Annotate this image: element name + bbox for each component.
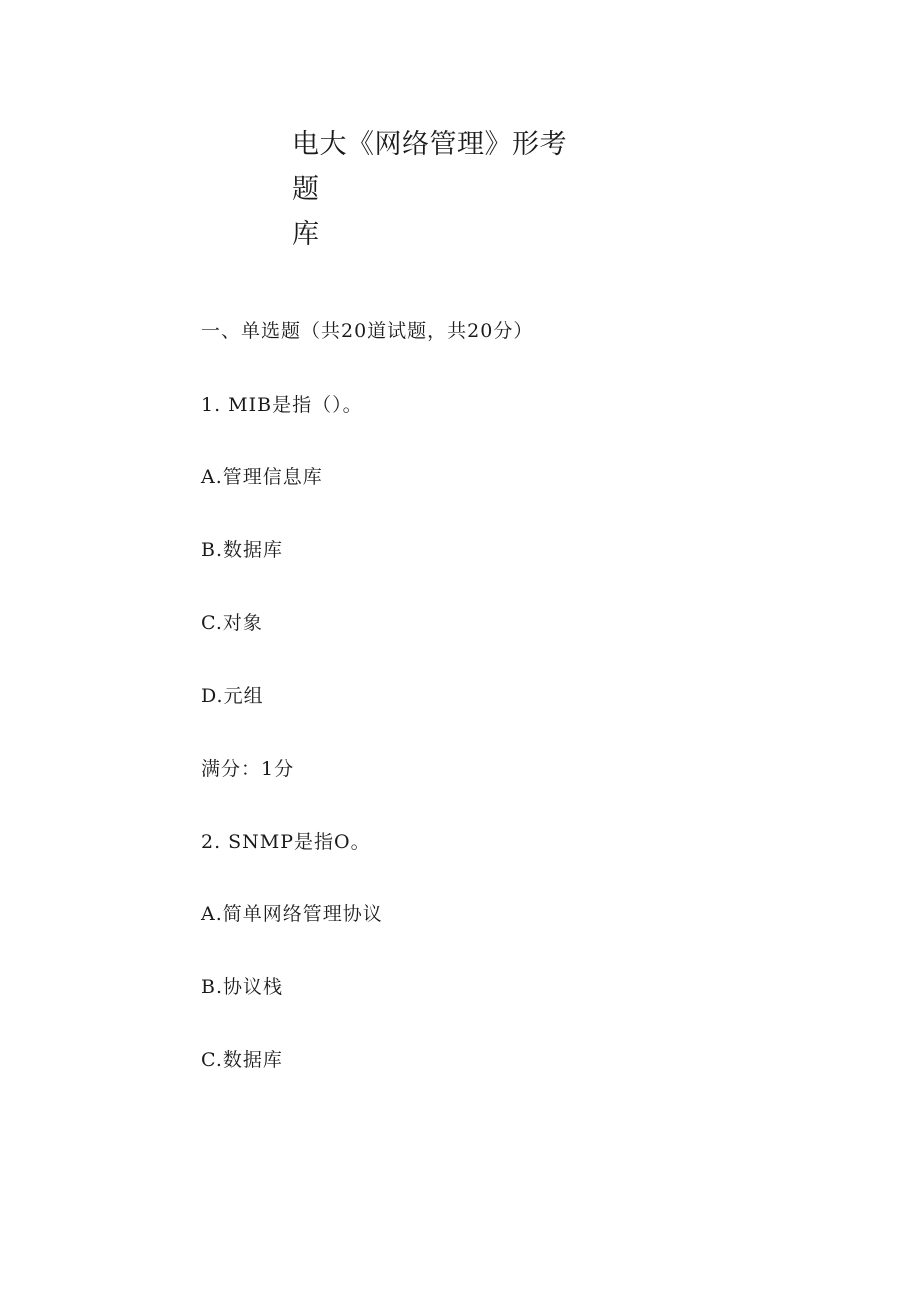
question-1-option-c: C.对象 [201,612,263,634]
question-2-option-c: C.数据库 [201,1049,283,1071]
question-1-option-b: B.数据库 [201,539,284,561]
question-2-option-a: A.简单网络管理协议 [201,903,383,925]
section-heading: 一、单选题（共20道试题，共20分） [201,320,534,342]
question-2-stem: 2. SNMP是指O。 [201,831,371,853]
document-title-line-2: 库 [292,219,320,250]
question-2-option-b: B.协议栈 [201,976,284,998]
question-1-option-d: D.元组 [201,685,264,707]
question-1-stem: 1. MIB是指（）。 [201,394,363,416]
question-1-option-a: A.管理信息库 [201,466,323,488]
question-1-score: 满分：1分 [201,758,295,780]
document-title-line-1: 电大《网络管理》形考题 [292,129,567,205]
document-title [292,122,592,257]
